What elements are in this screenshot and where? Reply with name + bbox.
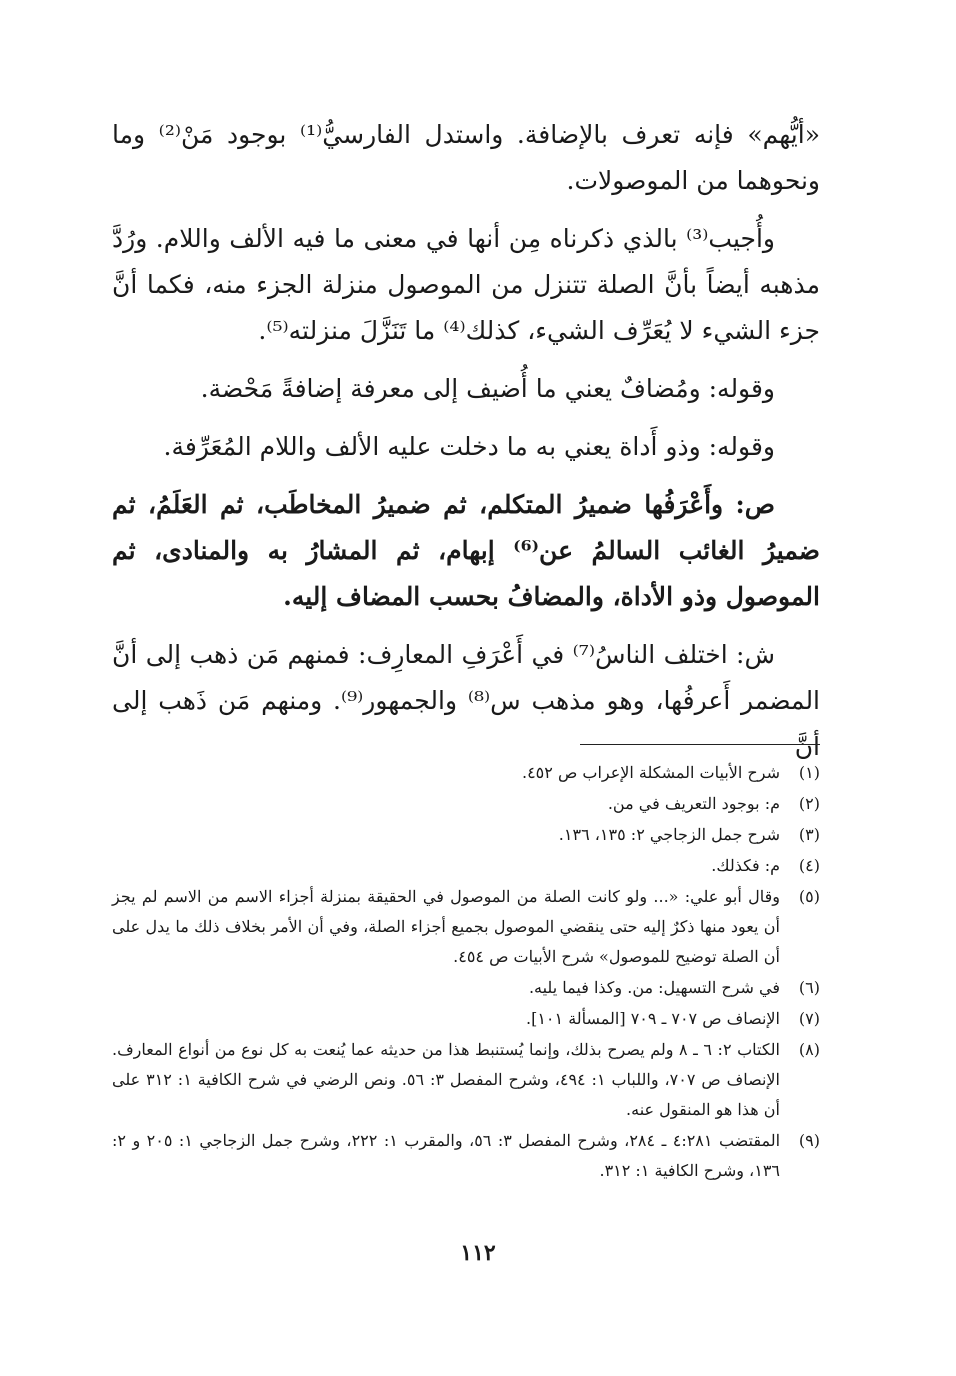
paragraph-6-sharh: ش: اختلف الناسُ⁽⁷⁾ في أَعْرَفِ المعارِف: فمنهم مَن ذهب إلى أنَّ المضمر أَعرفُها، وهو مذهب س⁽⁸⁾ والجمهور⁽⁹⁾. ومنهم مَن ذَهب إلى أنَّ: [112, 640, 821, 761]
footnote-number: (٧): [798, 1009, 820, 1028]
footnote-number: (٩): [798, 1131, 820, 1150]
footnote-text: الكتاب ٢: ٦ ـ ٨ ولم يصرح بذلك، وإنما يُستنبط هذا من حديثه عما يُنعت به كل نوع من أنواع المعارف. الإنصاف ص ٧٠٧، واللباب ١: ٤٩٤، وشرح المفصل ٣: ٥٦. ونص الرضي في شرح الكافية ١: ٣١٢ على أن هذا هو المنقول عنه.: [112, 1040, 780, 1119]
footnote-item: [112, 1035, 820, 1125]
footnote-item: [112, 758, 820, 788]
footnote-item: [112, 851, 820, 881]
footnote-number: (٢): [798, 794, 820, 813]
paragraph-4: وقوله: وذو أَداة يعني به ما دخلت عليه الألف واللام المُعَرِّفة.: [163, 432, 775, 461]
footnote-text: في شرح التسهيل: من. وكذا فيما يليه.: [528, 978, 780, 997]
footnote-text: شرح الأبيات المشكلة الإعراب ص ٤٥٢.: [521, 763, 780, 782]
footnote-item: [112, 1126, 820, 1186]
footnote-number: (٦): [798, 978, 820, 997]
footnote-text: م: فكذلك.: [711, 856, 780, 875]
footnote-text: المقتضب ٤:٢٨١ ـ ٢٨٤، وشرح المفصل ٣: ٥٦، والمقرب ١: ٢٢٢، وشرح جمل الزجاجي ١: ٢٠٥ و ٢: ١٣٦، وشرح الكافية ١: ٣١٢.: [112, 1131, 781, 1180]
main-text: [112, 112, 820, 770]
footnote-text: وقال أبو علي: «... ولو كانت الصلة من الموصول في الحقيقة بمنزلة أجزاء الاسم من الاسم لم يجز أن يعود منها ذكرٌ إليه حتى ينقضي الموصول بجميع أجزاء الصلة، وفي أن الأمر بخلاف ذلك ما يدل على أن الصلة توضيح للموصول» شرح الأبيات ص ٤٥٤.: [112, 887, 781, 966]
footnote-text: شرح جمل الزجاجي ٢: ١٣٥، ١٣٦.: [558, 825, 780, 844]
footnote-number: (٣): [798, 825, 820, 844]
paragraph-2: وأُجيب⁽³⁾ بالذي ذكرناه مِن أنها في معنى ما فيه الألف واللام. ورُدَّ مذهبه أيضاً بأنَّ الصلة تتنزل من الموصول منزلة الجزء منه، فكما أنَّ جزء الشيء لا يُعَرِّف الشيء، كذلك⁽⁴⁾ ما تَنَزَّلَ منزلته⁽⁵⁾.: [112, 224, 820, 345]
paragraph-5-matn: ص: وأَعْرَفُها ضميرُ المتكلم، ثم ضميرُ المخاطَب، ثم العَلَمُ، ثم ضميرُ الغائب السالمُ عن⁽⁶⁾ إبهام، ثم المشارُ به والمنادى، ثم الموصول وذو الأداة، والمضافُ بحسب المضاف إليه.: [112, 490, 820, 611]
footnote-number: (٨): [798, 1040, 820, 1059]
paragraph-1: «أيُّهم» فإنه تعرف بالإضافة. واستدل الفارسيُّ⁽¹⁾ بوجود مَنْ⁽²⁾ وما ونحوهما من الموصولات.: [112, 120, 820, 195]
footnotes-list: [112, 758, 820, 1187]
paragraph-3: وقوله: ومُضافٌ يعني ما أُضيف إلى معرفة إضافةً مَحْضة.: [200, 374, 775, 403]
footnote-number: (١): [798, 763, 820, 782]
footnote-number: (٥): [798, 887, 820, 906]
page-number: ١١٢: [460, 1240, 496, 1266]
footnote-number: (٤): [798, 856, 820, 875]
footnote-text: الإنصاف ص ٧٠٧ ـ ٧٠٩ [المسألة ١٠١].: [526, 1009, 780, 1028]
footnote-item: [112, 882, 820, 972]
footnote-item: [112, 789, 820, 819]
footnote-item: [112, 1004, 820, 1034]
footnote-text: م: بوجود التعريف في من.: [607, 794, 780, 813]
footnote-item: [112, 973, 820, 1003]
footnote-separator: [580, 744, 820, 745]
footnote-item: [112, 820, 820, 850]
